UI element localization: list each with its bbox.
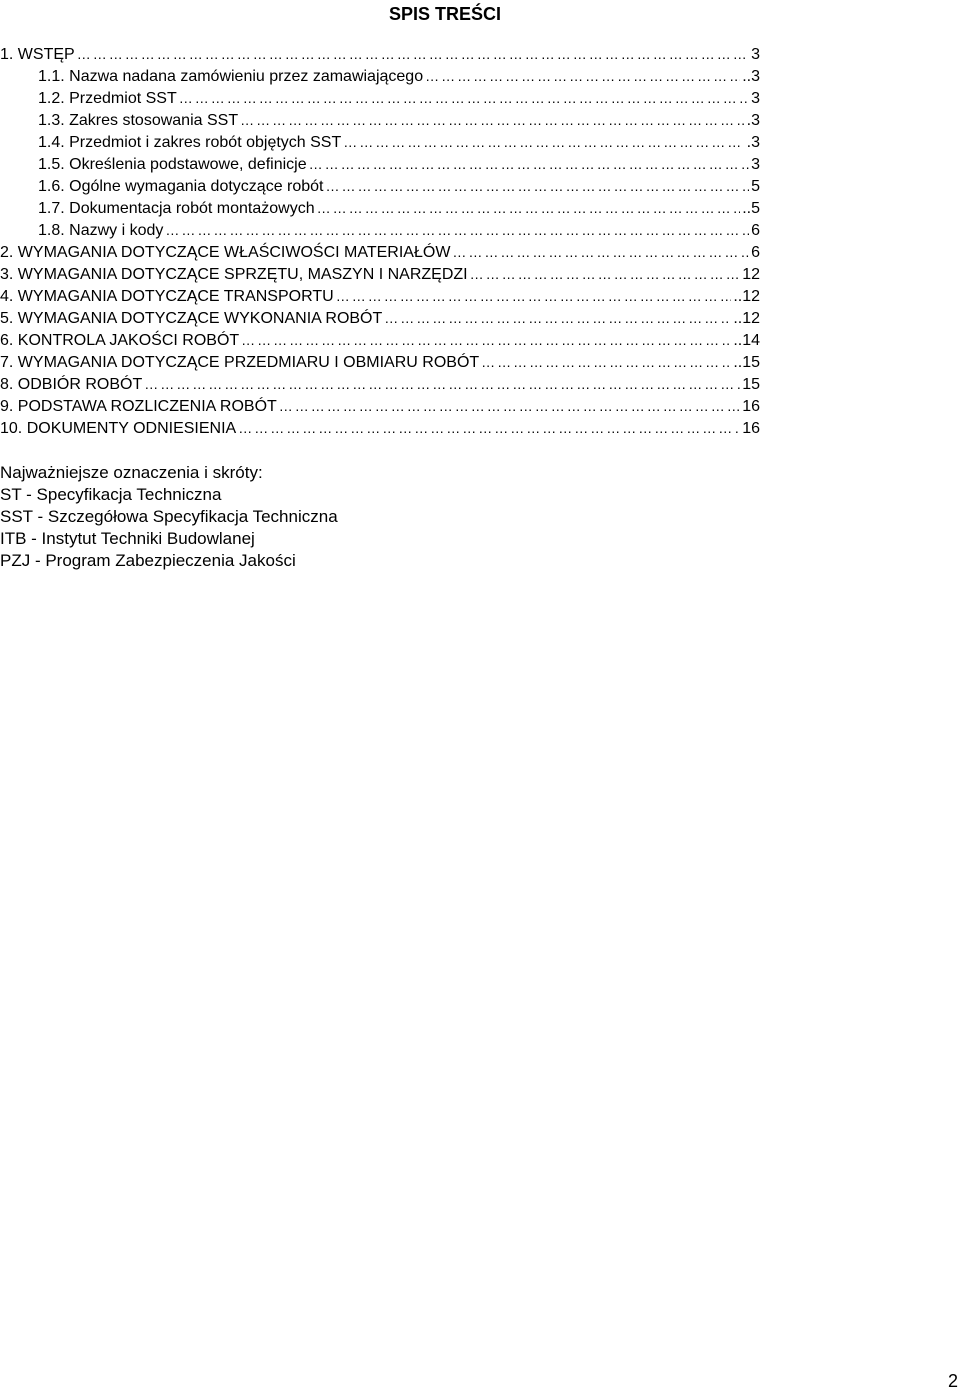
toc-entry — [0, 197, 780, 219]
toc-entry-label: 1.5. Określenia podstawowe, definicje — [38, 156, 307, 173]
toc-entry — [0, 109, 780, 131]
toc-entry-label: 10. DOKUMENTY ODNIESIENIA — [0, 420, 237, 437]
toc-leader-dots — [144, 373, 740, 395]
toc-entry-page: ..15 — [733, 354, 760, 371]
toc-entry-page: 3 — [751, 156, 760, 173]
toc-entry — [0, 307, 780, 329]
toc-leader-dots — [238, 417, 740, 439]
toc-title: SPIS TREŚCI — [388, 4, 502, 24]
toc-entry-label: 1.3. Zakres stosowania SST — [38, 112, 239, 129]
toc-leader-dots — [425, 65, 740, 87]
toc-leader-dots — [279, 395, 740, 417]
toc-entry-page: ..3 — [742, 68, 760, 85]
toc-entry-label: 1.1. Nazwa nadana zamówieniu przez zamawiającego — [38, 68, 424, 85]
toc-entry-label: 1.8. Nazwy i kody — [38, 222, 164, 239]
page-number: 2 — [947, 1371, 958, 1391]
toc-leader-dots — [309, 153, 750, 175]
toc-entry-label: 4. WYMAGANIA DOTYCZĄCE TRANSPORTU — [0, 288, 334, 305]
toc-entry-page: 6 — [751, 244, 760, 261]
toc-entry — [0, 285, 780, 307]
abbreviations-heading: Najważniejsze oznaczenia i skróty: — [0, 463, 263, 482]
toc-leader-dots — [165, 219, 749, 241]
toc-entry-label: 3. WYMAGANIA DOTYCZĄCE SPRZĘTU, MASZYN I NARZĘDZI — [0, 266, 468, 283]
toc-entry-label: 1. WSTĘP — [0, 46, 75, 63]
toc-leader-dots — [240, 109, 745, 131]
abbreviation-item: ST - Specyfikacja Techniczna — [0, 485, 222, 504]
toc-entry-label: 5. WYMAGANIA DOTYCZĄCE WYKONANIA ROBÓT — [0, 310, 383, 327]
toc-entry — [0, 417, 780, 439]
toc-entry-label: 1.4. Przedmiot i zakres robót objętych SST — [38, 134, 342, 151]
toc-entry-page: 12 — [742, 266, 760, 283]
toc-leader-dots — [317, 197, 741, 219]
toc-leader-dots — [241, 329, 731, 351]
toc-entry-page: 16 — [742, 398, 760, 415]
toc-entry-label: 6. KONTROLA JAKOŚCI ROBÓT — [0, 332, 240, 349]
toc-entry — [0, 263, 780, 285]
toc-entry — [0, 43, 780, 65]
abbreviations-section — [0, 462, 338, 572]
toc-entry-label: 1.6. Ogólne wymagania dotyczące robót — [38, 178, 324, 195]
toc-leader-dots — [326, 175, 750, 197]
toc-entry — [0, 175, 780, 197]
toc-leader-dots — [343, 131, 744, 153]
toc-leader-dots — [481, 351, 731, 373]
toc-entry-label: 7. WYMAGANIA DOTYCZĄCE PRZEDMIARU I OBMIARU ROBÓT — [0, 354, 480, 371]
toc-entry-page: ..12 — [733, 288, 760, 305]
toc-entry — [0, 87, 780, 109]
toc-entry-label: 2. WYMAGANIA DOTYCZĄCE WŁAŚCIWOŚCI MATERIAŁÓW — [0, 244, 451, 261]
table-of-contents — [0, 43, 780, 439]
toc-entry-label: 8. ODBIÓR ROBÓT — [0, 376, 143, 393]
toc-entry — [0, 131, 780, 153]
toc-entry — [0, 241, 780, 263]
toc-entry-page: ..12 — [733, 310, 760, 327]
toc-entry-page: .3 — [746, 112, 760, 129]
abbreviation-item: PZJ - Program Zabezpieczenia Jakości — [0, 551, 296, 570]
toc-entry-page: .3 — [746, 134, 760, 151]
toc-leader-dots — [77, 43, 749, 65]
toc-leader-dots — [179, 87, 749, 109]
toc-leader-dots — [452, 241, 749, 263]
toc-entry-page: 15 — [742, 376, 760, 393]
toc-leader-dots — [470, 263, 741, 285]
toc-entry — [0, 219, 780, 241]
toc-entry-page: ..14 — [733, 332, 760, 349]
toc-entry — [0, 395, 780, 417]
toc-entry-page: 3 — [751, 46, 760, 63]
toc-entry — [0, 329, 780, 351]
toc-entry-page: 16 — [742, 420, 760, 437]
toc-leader-dots — [336, 285, 732, 307]
toc-entry-label: 1.7. Dokumentacja robót montażowych — [38, 200, 315, 217]
toc-leader-dots — [384, 307, 731, 329]
toc-entry-page: 5 — [751, 178, 760, 195]
toc-entry-label: 1.2. Przedmiot SST — [38, 90, 177, 107]
toc-entry-page: ..5 — [742, 200, 760, 217]
toc-entry-label: 9. PODSTAWA ROZLICZENIA ROBÓT — [0, 398, 277, 415]
toc-entry — [0, 65, 780, 87]
toc-entry — [0, 373, 780, 395]
toc-entry — [0, 351, 780, 373]
toc-entry-page: 3 — [751, 90, 760, 107]
toc-entry — [0, 153, 780, 175]
toc-entry-page: 6 — [751, 222, 760, 239]
abbreviation-item: SST - Szczegółowa Specyfikacja Techniczna — [0, 507, 338, 526]
abbreviation-item: ITB - Instytut Techniki Budowlanej — [0, 529, 255, 548]
